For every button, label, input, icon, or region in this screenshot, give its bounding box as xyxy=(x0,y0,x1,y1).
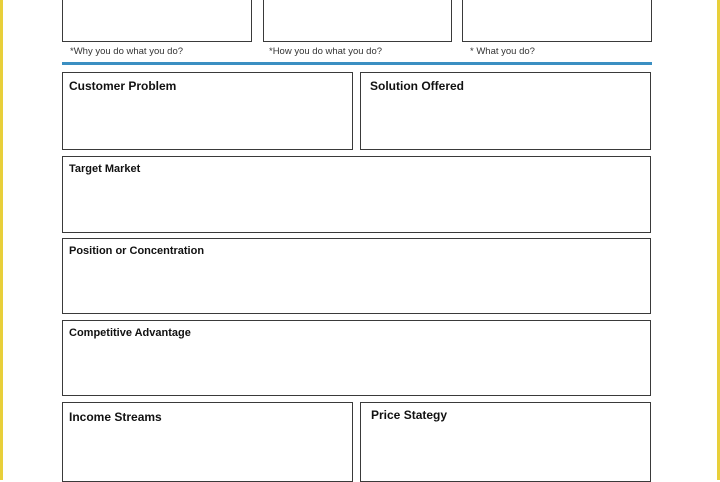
competitive-advantage-title: Competitive Advantage xyxy=(69,327,191,339)
customer-problem-box[interactable] xyxy=(62,72,353,150)
how-caption: *How you do what you do? xyxy=(269,46,383,57)
what-caption: * What you do? xyxy=(470,46,535,57)
price-strategy-title: Price Stategy xyxy=(371,408,448,422)
income-streams-title: Income Streams xyxy=(69,410,162,424)
solution-offered-box[interactable] xyxy=(360,72,651,150)
price-strategy-box[interactable] xyxy=(360,402,651,482)
income-streams-box[interactable] xyxy=(62,402,353,482)
target-market-box[interactable] xyxy=(62,156,651,233)
section-divider xyxy=(62,62,652,65)
why-caption: *Why you do what you do? xyxy=(70,46,184,57)
solution-offered-title: Solution Offered xyxy=(370,79,464,93)
target-market-title: Target Market xyxy=(69,163,141,175)
position-box[interactable] xyxy=(62,238,651,314)
page-border-left xyxy=(0,0,3,480)
why-box[interactable] xyxy=(62,0,252,42)
what-box[interactable] xyxy=(462,0,652,42)
competitive-advantage-box[interactable] xyxy=(62,320,651,396)
how-box[interactable] xyxy=(263,0,452,42)
position-title: Position or Concentration xyxy=(69,245,205,257)
customer-problem-title: Customer Problem xyxy=(69,79,177,93)
